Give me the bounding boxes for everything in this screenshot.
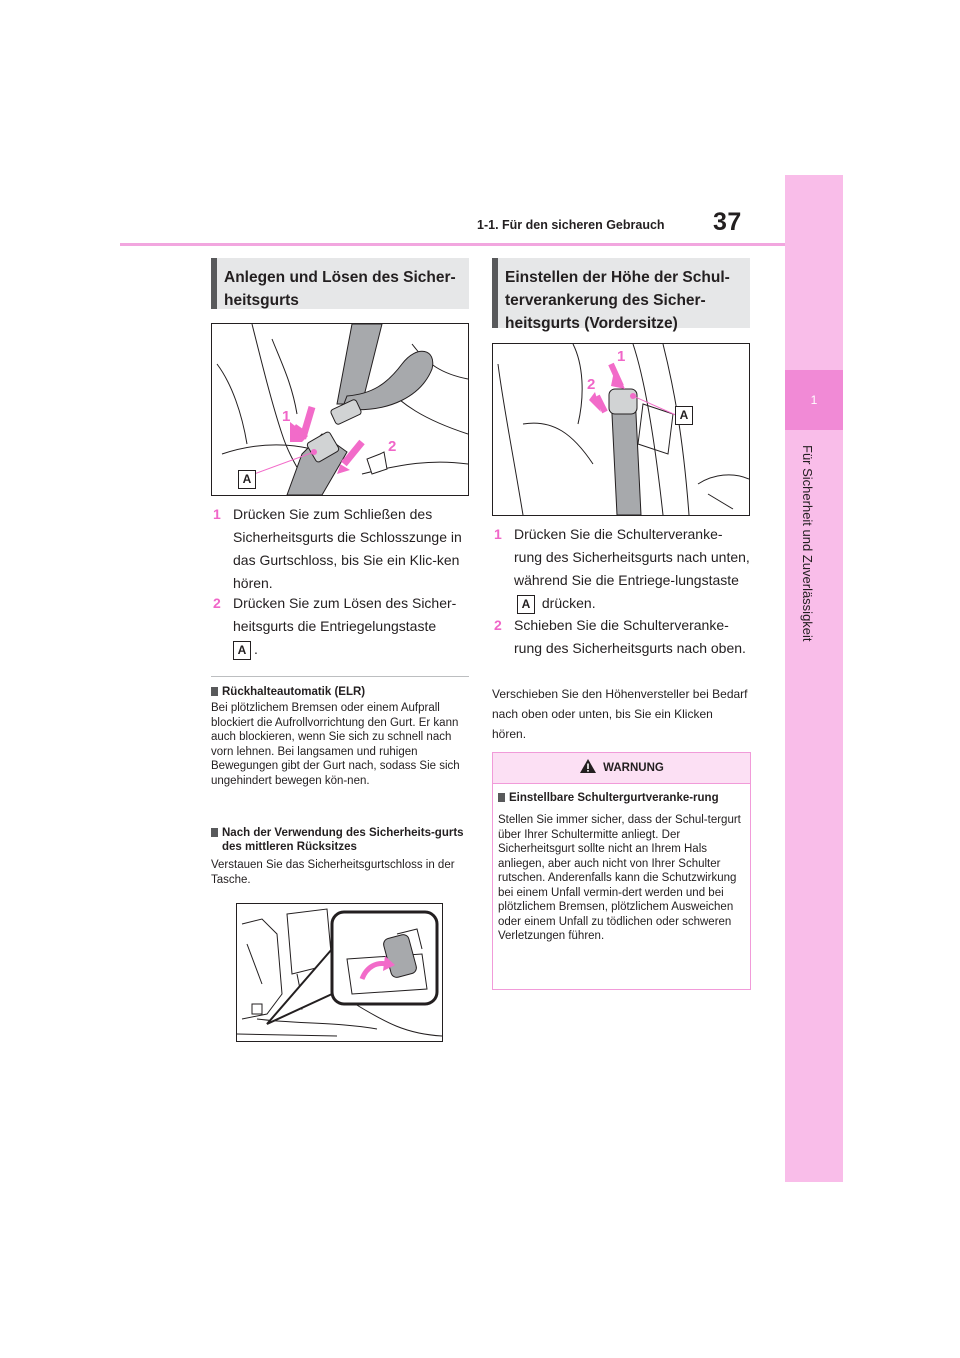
header-rule (120, 243, 785, 246)
figure1-label-1: 1 (282, 408, 291, 425)
rear-seat-drawing (237, 904, 442, 1041)
warning-triangle-icon (579, 758, 597, 774)
note-text: Bei plötzlichem Bremsen oder einem Aufprall blockiert die Aufrollvorrichtung den Gurt. Er kann auch blockieren, wenn Sie sich zu schnell nach vorn lehnen. Bei langsamen und ruhigen Bewegungen gibt der Gurt nach, sodass Sie sich ungehindert bewegen kön-nen. (211, 702, 460, 787)
step-2-push-anchor (494, 614, 750, 660)
step-text: Drücken Sie die Schulterveranke-rung des Sicherheitsgurts nach unten, während Sie die Entriege-lungstaste (514, 526, 750, 588)
step-number: 1 (494, 526, 502, 542)
note-rear-center-belt (211, 826, 469, 887)
step-number: 2 (213, 595, 221, 611)
note-text: Verstauen Sie das Sicherheitsgurtschloss in der Tasche. (211, 859, 455, 886)
warning-box (492, 752, 751, 990)
heading-text: Anlegen und Lösen des Sicher-heitsgurts (224, 269, 456, 309)
page-number: 37 (713, 208, 742, 236)
note-title: Rückhalteautomatik (ELR) (211, 685, 469, 699)
step-number: 2 (494, 617, 502, 633)
step-text: Schieben Sie die Schulterveranke-rung des Sicherheitsgurts nach oben. (514, 617, 746, 656)
step-text: Drücken Sie zum Schließen des Sicherheitsgurts die Schlosszunge in das Gurtschloss, bis Sie ein Klic-ken hören. (233, 506, 462, 591)
figure1-label-2: 2 (388, 438, 397, 455)
step-1-press-anchor (494, 523, 750, 615)
figure1-label-a: A (238, 470, 256, 489)
figure-buckle-illustration (211, 323, 469, 496)
warning-label: WARNUNG (603, 762, 664, 774)
figure2-label-1: 1 (617, 348, 626, 365)
section-divider (211, 676, 469, 677)
step-1-fasten (213, 503, 469, 595)
warning-header (493, 753, 750, 784)
step-text-end: . (254, 641, 258, 657)
release-button-ref: A (233, 641, 251, 660)
chapter-side-tab (785, 175, 843, 1182)
step-text: Drücken Sie zum Lösen des Sicher-heitsgurts die Entriegelungstaste (233, 595, 457, 634)
step-2-release (213, 592, 469, 661)
shoulder-anchor-drawing (493, 344, 749, 515)
section-breadcrumb: 1-1. Für den sicheren Gebrauch (477, 218, 665, 232)
chapter-number: 1 (810, 393, 818, 407)
figure2-label-2: 2 (587, 376, 596, 393)
step-text-end: drücken. (541, 595, 596, 611)
step-number: 1 (213, 506, 221, 522)
warning-title: Einstellbare Schultergurtveranke-rung (498, 791, 744, 805)
release-button-ref: A (517, 595, 535, 614)
note-elr (211, 685, 469, 788)
adjust-paragraph: Verschieben Sie den Höhenversteller bei Bedarf nach oben oder unten, bis Sie ein Klicken hören. (492, 687, 748, 741)
warning-text: Stellen Sie immer sicher, dass der Schul-tergurt über Ihrer Schultermitte anliegt. Der Sicherheitsgurt sollte nicht an Ihrem Hals anliegen, aber auch nicht von Ihrer Schulter rutschen. Anderenfalls kann die Schutzwirkung bei einem Unfall vermin-dert werden und bei plötzlichem Bremsen, plötzlichem Ausweichen oder einem Unfall zu tödlichen oder schweren Verletzungen führen. (498, 814, 741, 942)
note-title: Nach der Verwendung des Sicherheits-gurts des mittleren Rücksitzes (211, 826, 469, 854)
chapter-title: Für Sicherheit und Zuverlässigkeit (800, 445, 815, 642)
figure-shoulder-anchor-illustration (492, 343, 750, 516)
section-heading-shoulder-anchor (492, 258, 750, 332)
figure2-label-a: A (675, 406, 693, 425)
heading-text: Einstellen der Höhe der Schul-terverankerung des Sicher-heitsgurts (Vordersitze) (505, 269, 730, 332)
figure-rear-seat-pocket (236, 903, 443, 1042)
section-heading-fasten (211, 258, 469, 309)
